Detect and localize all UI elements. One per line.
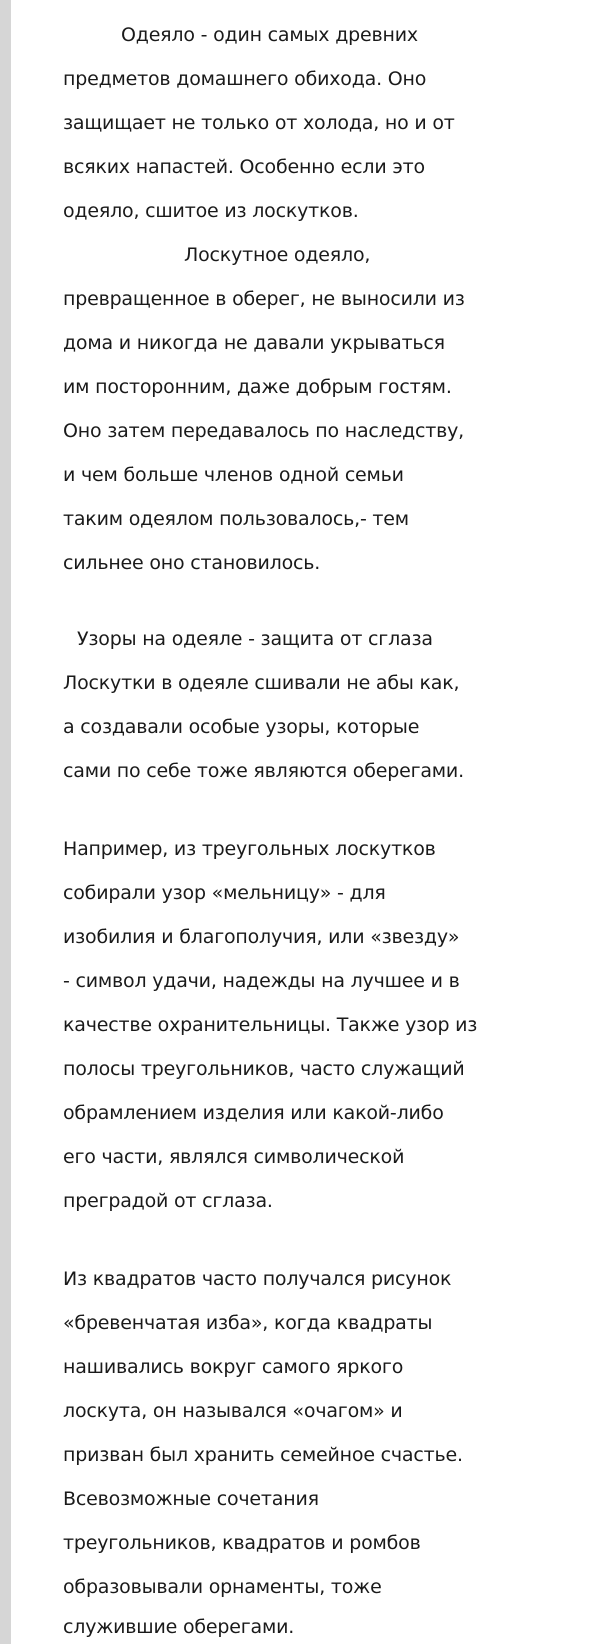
text-line: Лоскутное одеяло, (184, 244, 371, 266)
text-line: собирали узор «мельницу» - для (63, 882, 386, 904)
text-line: им посторонним, даже добрым гостям. (63, 376, 452, 398)
text-line: - символ удачи, надежды на лучшее и в (63, 970, 460, 992)
text-line: дома и никогда не давали укрываться (63, 332, 445, 354)
text-line: Лоскутки в одеяле сшивали не абы как, (63, 672, 460, 694)
text-line: «бревенчатая изба», когда квадраты (63, 1312, 433, 1334)
text-line: и чем больше членов одной семьи (63, 464, 404, 486)
text-line: Всевозможные сочетания (63, 1488, 319, 1510)
text-line: обрамлением изделия или какой-либо (63, 1102, 444, 1124)
text-line: Одеяло - один самых древних (121, 24, 418, 46)
text-line: одеяло, сшитое из лоскутков. (63, 200, 359, 222)
text-line: лоскута, он назывался «очагом» и (63, 1400, 403, 1422)
text-line: его части, являлся символической (63, 1146, 405, 1168)
text-line: изобилия и благополучия, или «звезду» (63, 926, 460, 948)
text-line: всяких напастей. Особенно если это (63, 156, 425, 178)
text-line: призван был хранить семейное счастье. (63, 1444, 463, 1466)
text-line: Оно затем передавалось по наследству, (63, 420, 465, 442)
text-line: Например, из треугольных лоскутков (63, 838, 436, 860)
text-line: нашивались вокруг самого яркого (63, 1356, 404, 1378)
text-line: предметов домашнего обихода. Оно (63, 68, 427, 90)
text-line: треугольников, квадратов и ромбов (63, 1532, 421, 1554)
section-heading: Узоры на одеяле - защита от сглаза (77, 628, 433, 650)
text-line: качестве охранительницы. Также узор из (63, 1014, 478, 1036)
text-line: Из квадратов часто получался рисунок (63, 1268, 452, 1290)
text-line: таким одеялом пользовалось,- тем (63, 508, 409, 530)
text-line: служившие оберегами. (63, 1616, 295, 1638)
text-line: сами по себе тоже являются оберегами. (63, 760, 464, 782)
text-line: образовывали орнаменты, тоже (63, 1576, 382, 1598)
text-line: защищает не только от холода, но и от (63, 112, 455, 134)
text-line: преградой от сглаза. (63, 1190, 273, 1212)
text-line: полосы треугольников, часто служащий (63, 1058, 465, 1080)
text-line: превращенное в оберег, не выносили из (63, 288, 465, 310)
text-line: а создавали особые узоры, которые (63, 716, 420, 738)
text-line: сильнее оно становилось. (63, 552, 321, 574)
